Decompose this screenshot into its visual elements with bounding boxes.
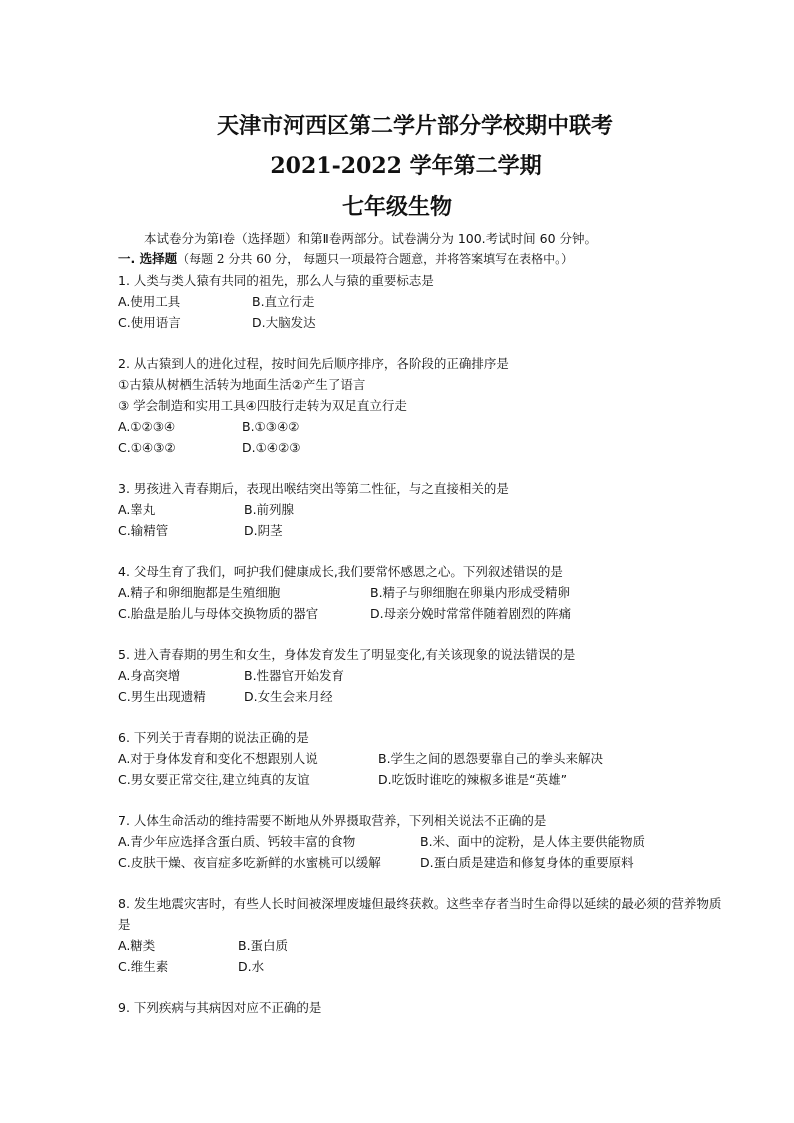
option-b: B.学生之间的恩怨要靠自己的拳头来解决 xyxy=(378,751,604,766)
option-d: D.蛋白质是建造和修复身体的重要原料 xyxy=(420,855,634,870)
question-stem: 7. 人体生命活动的维持需要不断地从外界摄取营养，下列相关说法不正确的是 xyxy=(118,813,547,828)
option-a: A.身高突增 xyxy=(118,668,181,683)
question-statements-2: ③ 学会制造和实用工具④四肢行走转为双足直立行走 xyxy=(118,398,407,413)
option-c: C.胎盘是胎儿与母体交换物质的器官 xyxy=(118,606,319,621)
option-c: C.男生出现遗精 xyxy=(118,689,206,704)
option-c: C.皮肤干燥、夜盲症多吃新鲜的水蜜桃可以缓解 xyxy=(118,855,381,870)
question-9 xyxy=(118,997,738,1018)
option-c: C.使用语言 xyxy=(118,315,181,330)
option-b: B.蛋白质 xyxy=(238,938,289,953)
exam-instructions: 本试卷分为第Ⅰ卷（选择题）和第Ⅱ卷两部分。试卷满分为 100.考试时间 60 分钟。 xyxy=(144,231,597,246)
question-2 xyxy=(118,353,738,458)
option-a: A.糖类 xyxy=(118,938,156,953)
question-stem: 8. 发生地震灾害时，有些人长时间被深埋废墟但最终获救。这些幸存者当时生命得以延续的最必须的营养物质是 xyxy=(118,896,722,932)
question-3 xyxy=(118,478,738,541)
question-stem: 6. 下列关于青春期的说法正确的是 xyxy=(118,730,309,745)
question-stem: 5. 进入青春期的男生和女生，身体发育发生了明显变化,有关该现象的说法错误的是 xyxy=(118,647,576,662)
option-a: A.青少年应选择含蛋白质、钙较丰富的食物 xyxy=(118,834,356,849)
option-b: B.直立行走 xyxy=(252,294,315,309)
question-8 xyxy=(118,893,738,977)
question-stem: 1. 人类与类人猿有共同的祖先，那么人与猿的重要标志是 xyxy=(118,273,434,288)
exam-title: 天津市河西区第二学片部分学校期中联考 xyxy=(216,113,613,139)
option-a: A.①②③④ xyxy=(118,419,176,434)
option-d: D.母亲分娩时常常伴随着剧烈的阵痛 xyxy=(370,606,572,621)
option-c: C.男女要正常交往,建立纯真的友谊 xyxy=(118,772,310,787)
option-c: C.输精管 xyxy=(118,523,169,538)
section-label: 一. 选择题 xyxy=(118,251,178,266)
option-a: A.睾丸 xyxy=(118,502,156,517)
option-b: B.前列腺 xyxy=(244,502,295,517)
option-b: B.性器官开始发育 xyxy=(244,668,345,683)
section-heading xyxy=(118,248,738,270)
option-a: A.使用工具 xyxy=(118,294,181,309)
question-stem: 2. 从古猿到人的进化过程，按时间先后顺序排序，各阶段的正确排序是 xyxy=(118,356,509,371)
exam-subject: 七年级生物 xyxy=(341,194,452,220)
option-a: A.对于身体发育和变化不想跟别人说 xyxy=(118,751,318,766)
option-d: D.阴茎 xyxy=(244,523,283,538)
option-d: D.①④②③ xyxy=(242,440,301,455)
option-c: C.①④③② xyxy=(118,440,176,455)
option-b: B.精子与卵细胞在卵巢内形成受精卵 xyxy=(370,585,571,600)
option-d: D.吃饭时谁吃的辣椒多谁是“英雄” xyxy=(378,772,568,787)
question-6 xyxy=(118,727,738,790)
option-b: B.①③④② xyxy=(242,419,300,434)
option-c: C.维生素 xyxy=(118,959,169,974)
question-4 xyxy=(118,561,738,624)
question-1 xyxy=(118,270,738,333)
question-stem: 9. 下列疾病与其病因对应不正确的是 xyxy=(118,1000,322,1015)
question-stem: 4. 父母生育了我们，呵护我们健康成长,我们要常怀感恩之心。下列叙述错误的是 xyxy=(118,564,563,579)
option-b: B.米、面中的淀粉，是人体主要供能物质 xyxy=(420,834,646,849)
question-stem: 3. 男孩进入青春期后，表现出喉结突出等第二性征，与之直接相关的是 xyxy=(118,481,509,496)
question-5 xyxy=(118,644,738,707)
option-d: D.女生会来月经 xyxy=(244,689,333,704)
option-a: A.精子和卵细胞都是生殖细胞 xyxy=(118,585,281,600)
question-statements-1: ①古猿从树栖生活转为地面生活②产生了语言 xyxy=(118,377,366,392)
option-d: D.水 xyxy=(238,959,265,974)
option-d: D.大脑发达 xyxy=(252,315,316,330)
question-7 xyxy=(118,810,738,873)
section-hint: （每题 2 分共 60 分， 每题只一项最符合题意，并将答案填写在表格中。） xyxy=(177,252,574,266)
exam-term: 2021-2022 学年第二学期 xyxy=(270,153,542,179)
